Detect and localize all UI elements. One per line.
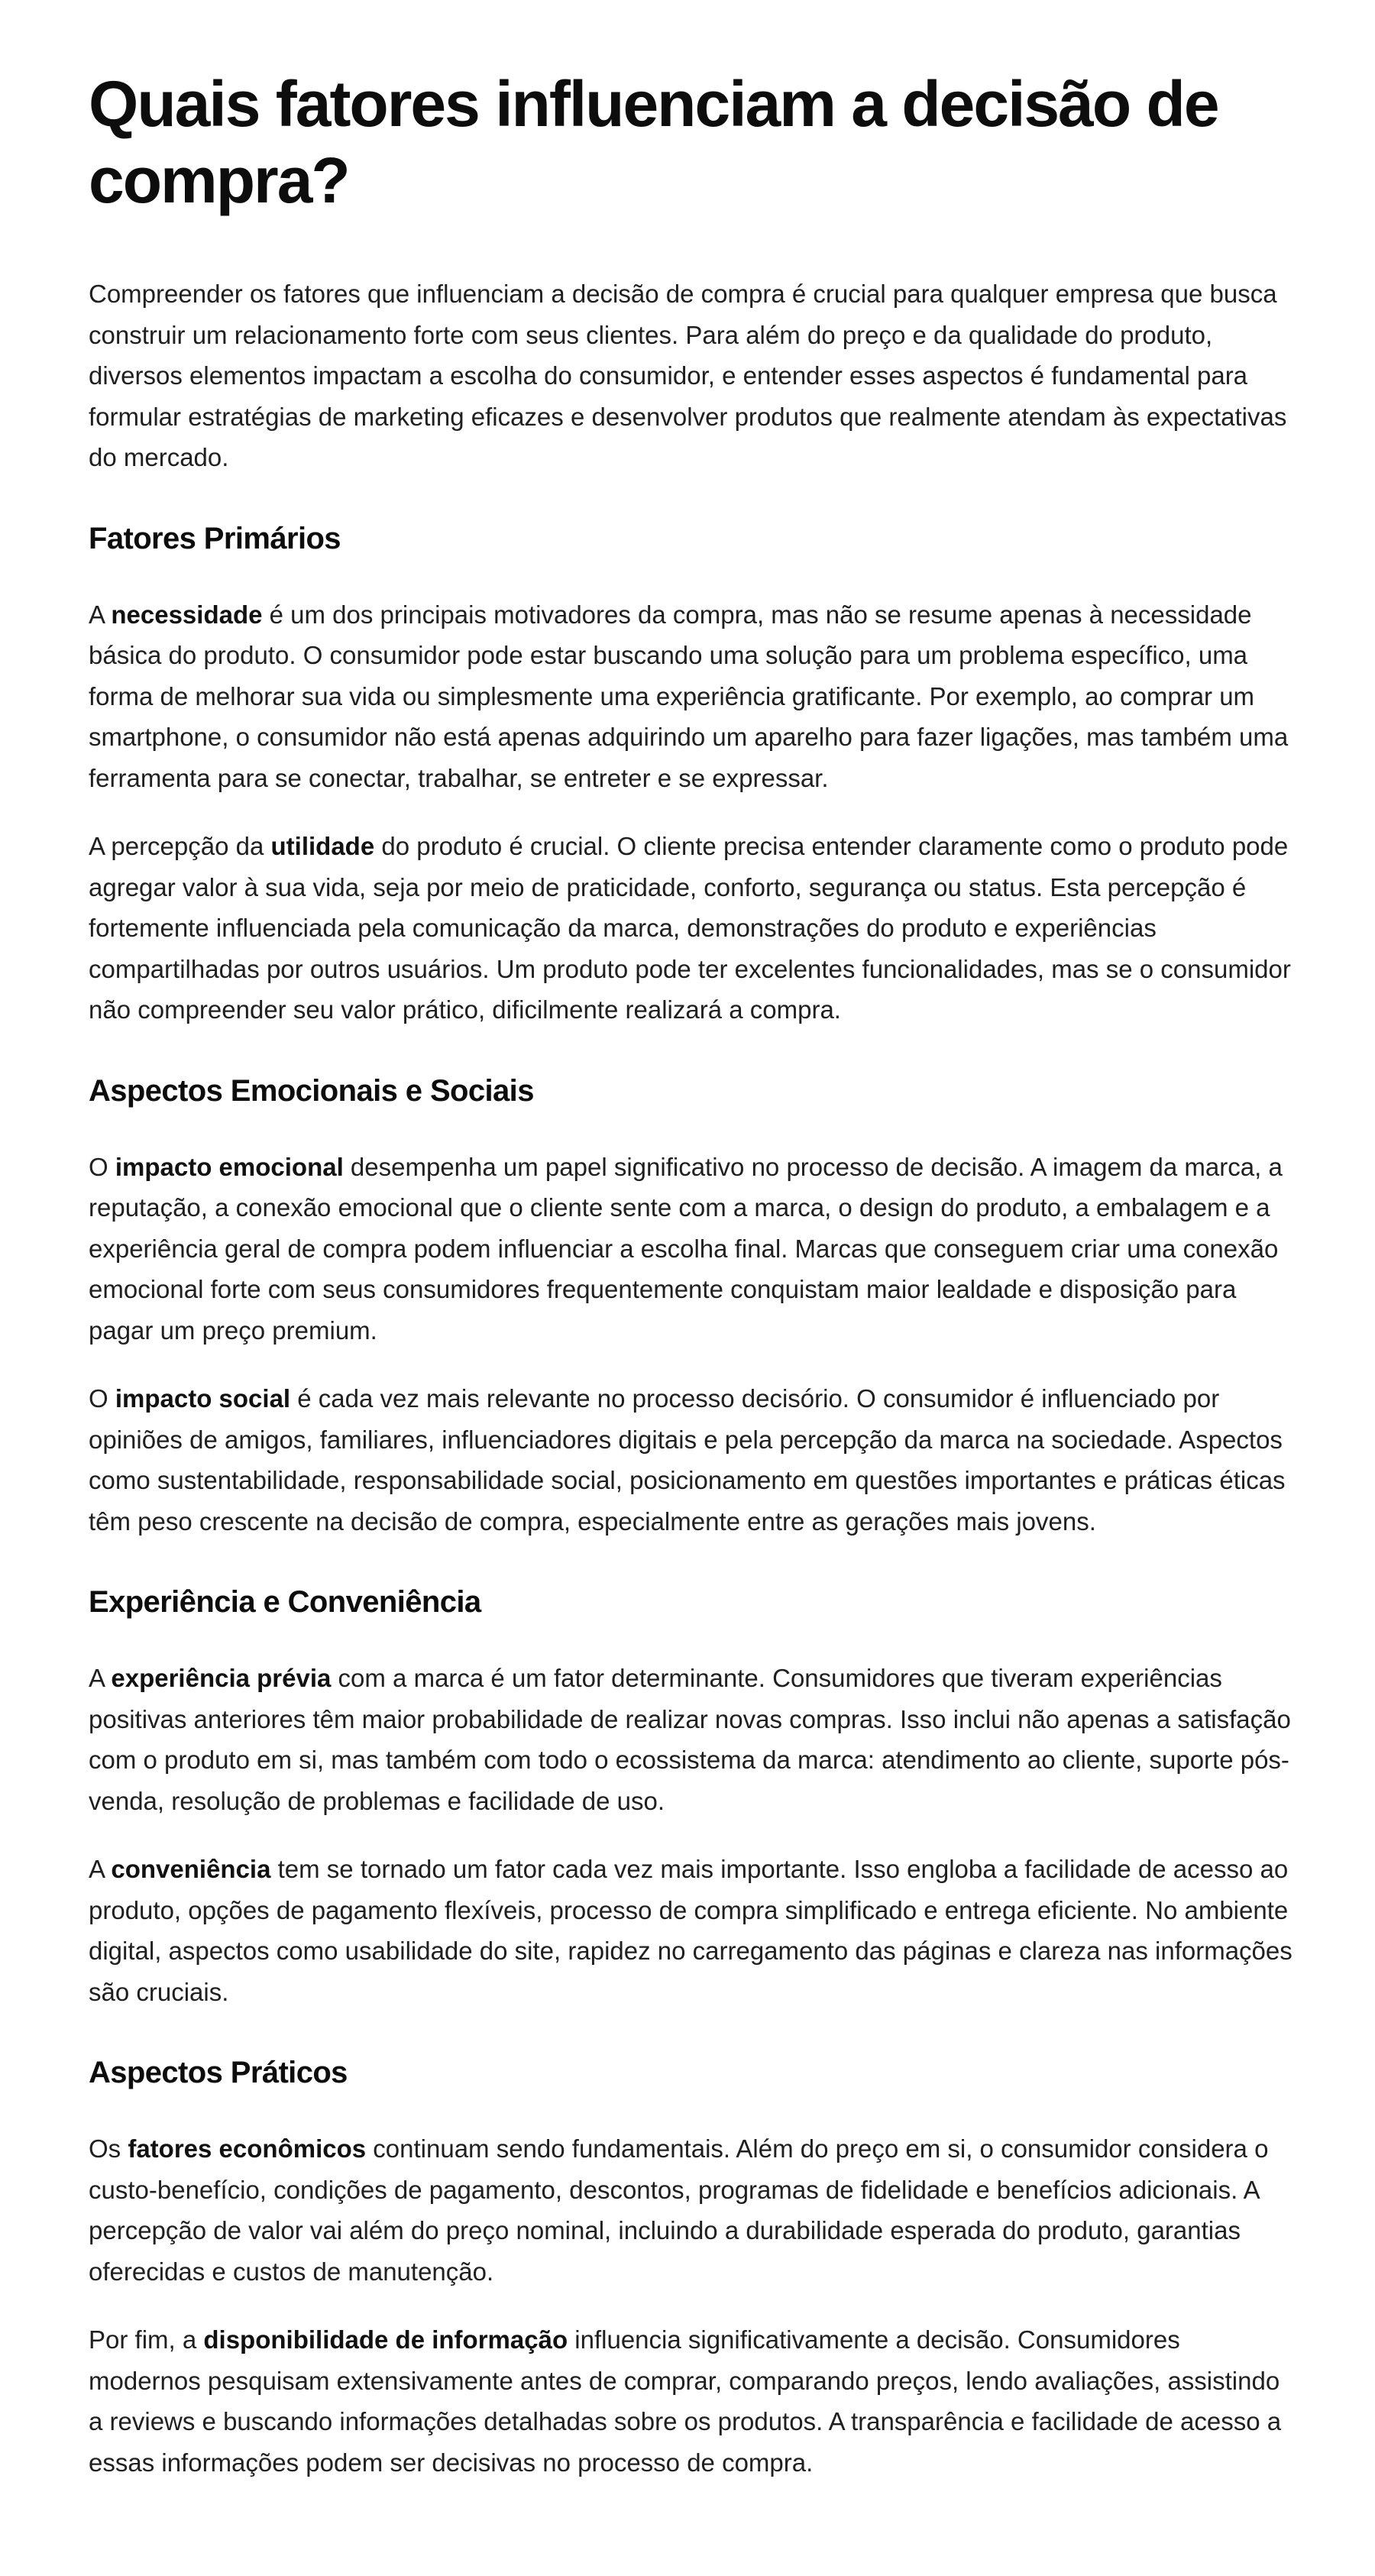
paragraph-body: com a marca é um fator determinante. Consumidores que tiveram experiências positivas anteriores têm maior probabilidade de realizar novas compras. Isso inclui não apenas a satisfação com o produto em si, mas também com todo o ecossistema da marca: atendimento ao cliente, suporte pós-venda, resolução de problemas e facilidade de uso.: [89, 1664, 1291, 1815]
section-heading-aspectos-praticos: Aspectos Práticos: [89, 2056, 348, 2089]
paragraph-body: desempenha um papel significativo no processo de decisão. A imagem da marca, a reputação, a conexão emocional que o cliente sente com a marca, o design do produto, a embalagem e a experiência geral de compra podem influenciar a escolha final. Marcas que conseguem criar uma conexão emocional forte com seus consumidores frequentemente conquistam maior lealdade e disposição para pagar um preço premium.: [89, 1152, 1283, 1345]
section-heading-experiencia: Experiência e Conveniência: [89, 1585, 481, 1619]
paragraph-disponibilidade-informacao: [89, 2319, 1292, 2483]
key-term: fatores econômicos: [128, 2134, 367, 2163]
key-term: conveniência: [111, 1855, 271, 1883]
paragraph-lead: Os: [89, 2134, 128, 2163]
key-term: necessidade: [111, 600, 263, 629]
paragraph-body: é um dos principais motivadores da compra, mas não se resume apenas à necessidade básica do produto. O consumidor pode estar buscando uma solução para um problema específico, uma forma de melhorar sua vida ou simplesmente uma experiência gratificante. Por exemplo, ao comprar um smartphone, o consumidor não está apenas adquirindo um aparelho para fazer ligações, mas também uma ferramenta para se conectar, trabalhar, se entreter e se expressar.: [89, 600, 1289, 792]
paragraph-fatores-economicos: [89, 2128, 1292, 2292]
paragraph-lead: A: [89, 1855, 112, 1883]
intro-paragraph: Compreender os fatores que influenciam a decisão de compra é crucial para qualquer empresa que busca construir um relacionamento forte com seus clientes. Para além do preço e da qualidade do produto, diversos elementos impactam a escolha do consumidor, e entender esses aspectos é fundamental para formular estratégias de marketing eficazes e desenvolver produtos que realmente atendam às expectativas do mercado.: [89, 280, 1287, 471]
paragraph-body: é cada vez mais relevante no processo decisório. O consumidor é influenciado por opiniões de amigos, familiares, influenciadores digitais e pela percepção da marca na sociedade. Aspectos como sustentabilidade, responsabilidade social, posicionamento em questões importantes e práticas éticas têm peso crescente na decisão de compra, especialmente entre as gerações mais jovens.: [89, 1384, 1286, 1536]
paragraph-conveniencia: [89, 1849, 1292, 2012]
paragraph-lead: A: [89, 1664, 112, 1692]
key-term: impacto emocional: [115, 1152, 344, 1181]
paragraph-lead: Por fim, a: [89, 2325, 204, 2354]
paragraph-impacto-social: [89, 1378, 1292, 1542]
section-heading-fatores-primarios: Fatores Primários: [89, 521, 341, 555]
paragraph-lead: O: [89, 1384, 115, 1413]
key-term: experiência prévia: [111, 1664, 332, 1692]
paragraph-lead: O: [89, 1152, 115, 1181]
key-term: disponibilidade de informação: [203, 2325, 568, 2354]
key-term: utilidade: [270, 832, 375, 860]
section-heading-aspectos-emocionais: Aspectos Emocionais e Sociais: [89, 1073, 534, 1108]
paragraph-impacto-emocional: [89, 1147, 1292, 1351]
paragraph-body: continuam sendo fundamentais. Além do preço em si, o consumidor considera o custo-benefício, condições de pagamento, descontos, programas de fidelidade e benefícios adicionais. A percepção de valor vai além do preço nominal, incluindo a durabilidade esperada do produto, garantias oferecidas e custos de manutenção.: [89, 2134, 1269, 2286]
paragraph-body: influencia significativamente a decisão. Consumidores modernos pesquisam extensivamente antes de comprar, comparando preços, lendo avaliações, assistindo a reviews e buscando informações detalhadas sobre os produtos. A transparência e facilidade de acesso a essas informações podem ser decisivas no processo de compra.: [89, 2325, 1282, 2477]
paragraph-experiencia-previa: [89, 1658, 1292, 1821]
paragraph-lead: A percepção da: [89, 832, 271, 860]
paragraph-lead: A: [89, 600, 112, 629]
page-title: Quais fatores influenciam a decisão de compra?: [89, 68, 1218, 216]
paragraph-utilidade: [89, 826, 1292, 1031]
paragraph-body: do produto é crucial. O cliente precisa entender claramente como o produto pode agregar valor à sua vida, seja por meio de praticidade, conforto, segurança ou status. Esta percepção é fortemente influenciada pela comunicação da marca, demonstrações do produto e experiências compartilhadas por outros usuários. Um produto pode ter excelentes funcionalidades, mas se o consumidor não compreender seu valor prático, dificilmente realizará a compra.: [89, 832, 1291, 1024]
key-term: impacto social: [115, 1384, 291, 1413]
paragraph-necessidade: [89, 594, 1292, 799]
paragraph-body: tem se tornado um fator cada vez mais importante. Isso engloba a facilidade de acesso ao produto, opções de pagamento flexíveis, processo de compra simplificado e entrega eficiente. No ambiente digital, aspectos como usabilidade do site, rapidez no carregamento das páginas e clareza nas informações são cruciais.: [89, 1855, 1292, 2006]
